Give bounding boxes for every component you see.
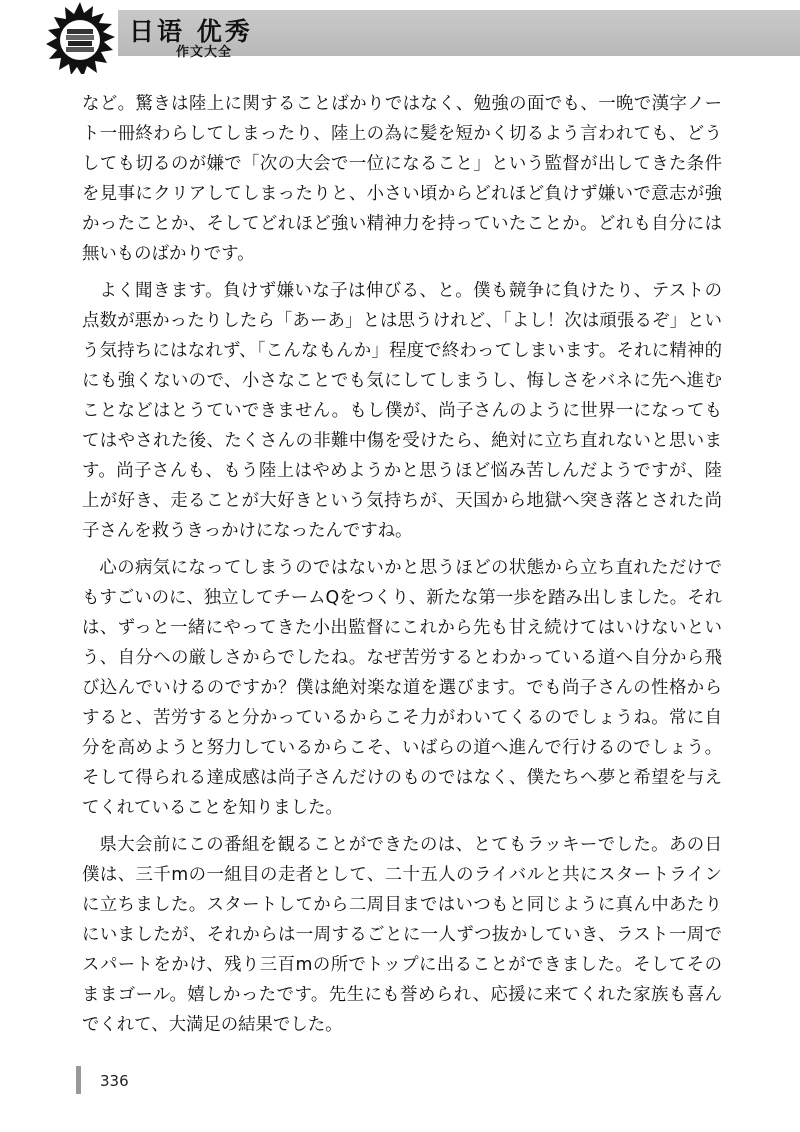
- page-header: [0, 0, 800, 74]
- paragraph-1: など。驚きは陸上に関することばかりではなく、勉強の面でも、一晩で漢字ノート一冊終わらしてしまったり、陸上の為に髪を短かく切るよう言われても、どうしても切るのが嫌で「次の大会で一位になること」という監督が出してきた条件を見事にクリアしてしまったりと、小さい頃からどれほど負けず嫌いで意志が強かったことか、そしてどれほど強い精神力を持っていたことか。どれも自分には無いものばかりです。: [82, 94, 722, 264]
- paragraph-4: 県大会前にこの番組を観ることができたのは、とてもラッキーでした。あの日僕は、三千mの一組目の走者として、二十五人のライバルと共にスタートラインに立ちました。スタートしてから二周目まではいつもと同じように真ん中あたりにいましたが、それからは一周するごとに一人ずつ抜かしていき、ラスト一周でスパートをかけ、残り三百mの所でトップに出ることができました。そしてそのままゴール。嬉しかったです。先生にも誉められ、応援に来てくれた家族も喜んでくれて、大満足の結果でした。: [82, 835, 722, 1035]
- paragraph-3: 心の病気になってしまうのではないかと思うほどの状態から立ち直れただけでもすごいのに、独立してチームQをつくり、新たな第一歩を踏み出しました。それは、ずっと一緒にやってきた小出監督にこれから先も甘え続けてはいけないという、自分への厳しさからでしたね。なぜ苦労するとわかっている道へ自分から飛び込んでいけるのですか？僕は絶対楽な道を選びます。でも尚子さんの性格からすると、苦労すると分かっているからこそ力がわいてくるのでしょうね。常に自分を高めようと努力しているからこそ、いばらの道へ進んで行けるのでしょう。そして得られる達成感は尚子さんだけのものではなく、僕たちへ夢と希望を与えてくれていることを知りました。: [82, 558, 722, 818]
- paragraph-2: よく聞きます。負けず嫌いな子は伸びる、と。僕も競争に負けたり、テストの点数が悪かったりしたら「あーあ」とは思うけれど、「よし！次は頑張るぞ」という気持ちにはなれず、「こんなもんか」程度で終わってしまいます。それに精神的にも強くないので、小さなことでも気にしてしまうし、悔しさをバネに先へ進むことなどはとうていできません。もし僕が、尚子さんのように世界一になってもてはやされた後、たくさんの非難中傷を受けたら、絶対に立ち直れないと思います。尚子さんも、もう陸上はやめようかと思うほど悩み苦しんだようですが、陸上が好き、走ることが大好きという気持ちが、天国から地獄へ突き落とされた尚子さんを救うきっかけになったんですね。: [82, 281, 722, 541]
- book-title: 日语 优秀: [129, 17, 253, 46]
- page-number: 336: [100, 1072, 129, 1090]
- sunburst-book-stack-icon: [36, 0, 126, 74]
- book-subtitle: 作文大全: [176, 45, 233, 60]
- essay-body: [82, 89, 722, 1047]
- page-number-bar: [76, 1066, 81, 1094]
